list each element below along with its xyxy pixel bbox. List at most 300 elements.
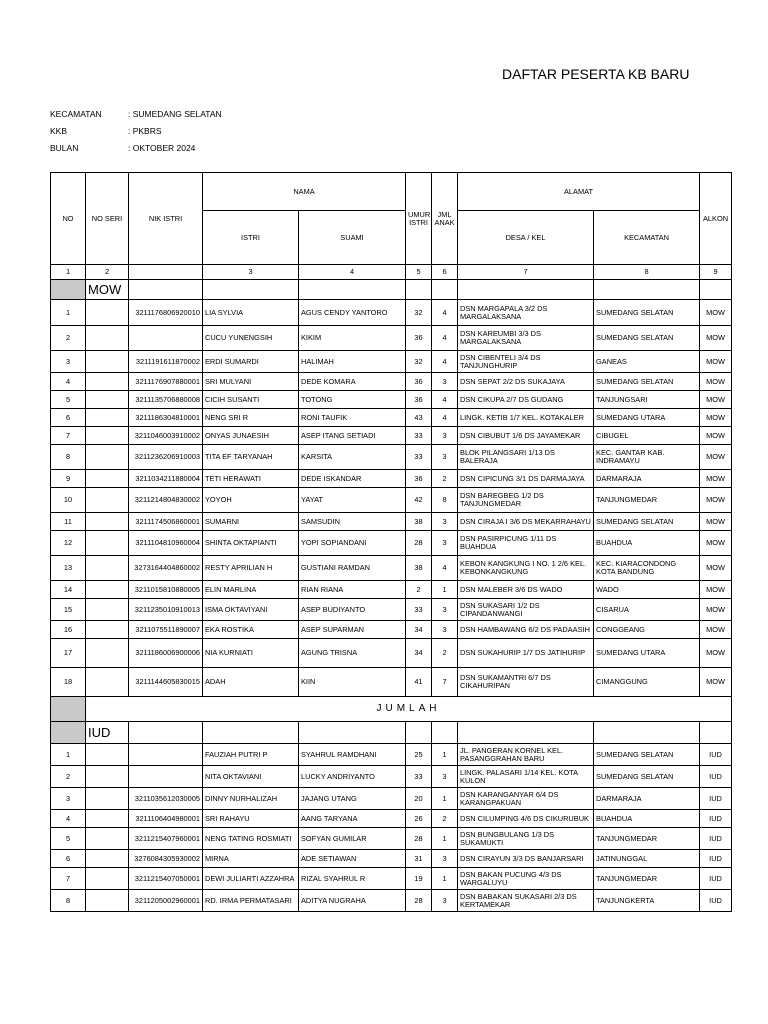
table-row xyxy=(51,788,732,810)
row-nama-suami: AGUS CENDY YANTORO xyxy=(299,300,406,326)
row-kecamatan: SUMEDANG UTARA xyxy=(594,639,700,668)
row-umur-istri: 34 xyxy=(406,639,432,668)
row-umur-istri: 41 xyxy=(406,668,432,697)
row-umur-istri: 33 xyxy=(406,766,432,788)
row-nama-suami: ADITYA NUGRAHA xyxy=(299,890,406,912)
row-nik-istri: 3211135706880008 xyxy=(129,391,203,409)
table-row xyxy=(51,373,732,391)
row-kecamatan: WADO xyxy=(594,581,700,599)
row-umur-istri: 2 xyxy=(406,581,432,599)
row-jml-anak: 3 xyxy=(432,621,458,639)
mow-section-label: MOW xyxy=(86,280,129,300)
row-no: 13 xyxy=(51,556,86,581)
row-nama-istri: CUCU YUNENGSIH xyxy=(203,326,299,351)
row-no-seri xyxy=(86,668,129,697)
row-umur-istri: 33 xyxy=(406,445,432,470)
row-umur-istri: 28 xyxy=(406,890,432,912)
row-desa: DSN SEPAT 2/2 DS SUKAJAYA xyxy=(458,373,594,391)
row-no: 2 xyxy=(51,326,86,351)
row-kecamatan: DARMARAJA xyxy=(594,470,700,488)
row-kecamatan: SUMEDANG SELATAN xyxy=(594,766,700,788)
row-kecamatan: GANEAS xyxy=(594,351,700,373)
row-no: 1 xyxy=(51,300,86,326)
row-kecamatan: CISARUA xyxy=(594,599,700,621)
row-nik-istri: 3211235010910013 xyxy=(129,599,203,621)
row-jml-anak: 4 xyxy=(432,556,458,581)
empty-cell xyxy=(458,722,594,744)
row-nama-suami: LUCKY ANDRIYANTO xyxy=(299,766,406,788)
row-kecamatan: TANJUNGMEDAR xyxy=(594,488,700,513)
row-no-seri xyxy=(86,513,129,531)
row-jml-anak: 3 xyxy=(432,373,458,391)
empty-cell xyxy=(129,280,203,300)
row-desa: DSN CIRAYUN 3/3 DS BANJARSARI xyxy=(458,850,594,868)
row-no-seri xyxy=(86,391,129,409)
row-nama-suami: KIKIM xyxy=(299,326,406,351)
row-jml-anak: 3 xyxy=(432,850,458,868)
row-nama-suami: SOFYAN GUMILAR xyxy=(299,828,406,850)
row-nama-suami: ASEP BUDIYANTO xyxy=(299,599,406,621)
row-no-seri xyxy=(86,810,129,828)
row-no: 5 xyxy=(51,828,86,850)
table-row xyxy=(51,810,732,828)
row-umur-istri: 42 xyxy=(406,488,432,513)
row-alkon: MOW xyxy=(700,445,732,470)
row-jml-anak: 1 xyxy=(432,828,458,850)
row-nama-suami: DEDE KOMARA xyxy=(299,373,406,391)
col-number: 4 xyxy=(299,265,406,280)
empty-cell xyxy=(299,280,406,300)
row-no-seri xyxy=(86,621,129,639)
row-desa: DSN MARGAPALA 3/2 DS MARGALAKSANA xyxy=(458,300,594,326)
row-nama-istri: NITA OKTAVIANI xyxy=(203,766,299,788)
row-desa: DSN SUKAHURIP 1/7 DS JATIHURIP xyxy=(458,639,594,668)
row-jml-anak: 4 xyxy=(432,300,458,326)
row-alkon: MOW xyxy=(700,513,732,531)
row-desa: LINGK. KETIB 1/7 KEL. KOTAKALER xyxy=(458,409,594,427)
column-number-row xyxy=(51,265,732,280)
row-desa: DSN CIRAJA I 3/6 DS MEKARRAHAYU xyxy=(458,513,594,531)
col-number: 3 xyxy=(203,265,299,280)
row-alkon: MOW xyxy=(700,556,732,581)
header-suami: SUAMI xyxy=(299,211,406,265)
row-jml-anak: 3 xyxy=(432,427,458,445)
row-desa: BLOK PILANGSARI 1/13 DS BALERAJA xyxy=(458,445,594,470)
row-nama-suami: ASEP ITANG SETIADI xyxy=(299,427,406,445)
row-no-seri xyxy=(86,868,129,890)
row-nik-istri: 3211205002960001 xyxy=(129,890,203,912)
row-alkon: MOW xyxy=(700,427,732,445)
col-number: 7 xyxy=(458,265,594,280)
row-no-seri xyxy=(86,639,129,668)
row-kecamatan: CIBUGEL xyxy=(594,427,700,445)
row-nik-istri: 3211176907880001 xyxy=(129,373,203,391)
col-number: 1 xyxy=(51,265,86,280)
table-row xyxy=(51,890,732,912)
table-row xyxy=(51,828,732,850)
row-alkon: IUD xyxy=(700,810,732,828)
empty-cell xyxy=(700,722,732,744)
row-nama-istri: MIRNA xyxy=(203,850,299,868)
row-umur-istri: 36 xyxy=(406,470,432,488)
row-kecamatan: TANJUNGKERTA xyxy=(594,890,700,912)
header-desa: DESA / KEL xyxy=(458,211,594,265)
row-alkon: MOW xyxy=(700,351,732,373)
col-number xyxy=(129,265,203,280)
row-desa: LINGK. PALASARI 1/14 KEL. KOTA KULON xyxy=(458,766,594,788)
row-nama-istri: SHINTA OKTAPIANTI xyxy=(203,531,299,556)
row-no-seri xyxy=(86,326,129,351)
row-kecamatan: CIMANGGUNG xyxy=(594,668,700,697)
header-alamat: ALAMAT xyxy=(458,173,700,211)
meta-label: BULAN xyxy=(50,143,79,153)
row-desa: DSN BAKAN PUCUNG 4/3 DS WARGALUYU xyxy=(458,868,594,890)
row-kecamatan: CONGGEANG xyxy=(594,621,700,639)
row-desa: DSN SUKASARI 1/2 DS CIPANDANWANGI xyxy=(458,599,594,621)
row-kecamatan: SUMEDANG SELATAN xyxy=(594,373,700,391)
empty-cell xyxy=(432,280,458,300)
mow-section-row xyxy=(51,280,732,300)
row-nama-istri: RESTY APRILIAN H xyxy=(203,556,299,581)
row-desa: DSN CIBENTELI 3/4 DS TANJUNGHURIP xyxy=(458,351,594,373)
row-kecamatan: SUMEDANG SELATAN xyxy=(594,326,700,351)
row-umur-istri: 32 xyxy=(406,351,432,373)
row-umur-istri: 33 xyxy=(406,427,432,445)
row-alkon: IUD xyxy=(700,890,732,912)
row-jml-anak: 2 xyxy=(432,470,458,488)
row-no: 6 xyxy=(51,409,86,427)
row-nama-suami: KARSITA xyxy=(299,445,406,470)
col-number: 9 xyxy=(700,265,732,280)
meta-value: : OKTOBER 2024 xyxy=(128,143,196,153)
meta-label: KKB xyxy=(50,126,68,136)
row-nik-istri xyxy=(129,766,203,788)
row-alkon: MOW xyxy=(700,581,732,599)
row-nik-istri xyxy=(129,326,203,351)
row-nama-suami: HALIMAH xyxy=(299,351,406,373)
section-marker xyxy=(51,722,86,744)
table-row xyxy=(51,470,732,488)
row-no: 10 xyxy=(51,488,86,513)
row-nama-istri: TITA EF TARYANAH xyxy=(203,445,299,470)
row-no-seri xyxy=(86,788,129,810)
empty-cell xyxy=(458,280,594,300)
header-kecamatan: KECAMATAN xyxy=(594,211,700,265)
row-alkon: MOW xyxy=(700,488,732,513)
row-jml-anak: 1 xyxy=(432,868,458,890)
row-desa: DSN MALEBER 3/6 DS WADO xyxy=(458,581,594,599)
row-jml-anak: 3 xyxy=(432,445,458,470)
row-no-seri xyxy=(86,351,129,373)
table-row xyxy=(51,599,732,621)
row-jml-anak: 2 xyxy=(432,810,458,828)
row-alkon: MOW xyxy=(700,326,732,351)
table-row xyxy=(51,513,732,531)
row-no-seri xyxy=(86,599,129,621)
row-umur-istri: 32 xyxy=(406,300,432,326)
empty-cell xyxy=(203,722,299,744)
row-no: 4 xyxy=(51,373,86,391)
row-nama-suami: YAYAT xyxy=(299,488,406,513)
row-desa: DSN CIKUPA 2/7 DS GUDANG xyxy=(458,391,594,409)
row-no: 2 xyxy=(51,766,86,788)
row-nik-istri: 3211035612030005 xyxy=(129,788,203,810)
row-nama-suami: GUSTIANI RAMDAN xyxy=(299,556,406,581)
row-kecamatan: SUMEDANG SELATAN xyxy=(594,513,700,531)
header-nama: NAMA xyxy=(203,173,406,211)
row-nama-suami: RONI TAUFIK xyxy=(299,409,406,427)
row-alkon: MOW xyxy=(700,373,732,391)
row-nik-istri: 3211015810880005 xyxy=(129,581,203,599)
row-nik-istri: 3211034211880004 xyxy=(129,470,203,488)
header-nik-istri: NIK ISTRI xyxy=(129,173,203,265)
row-no: 7 xyxy=(51,868,86,890)
header-istri: ISTRI xyxy=(203,211,299,265)
iud-section-row xyxy=(51,722,732,744)
row-desa: DSN CIPICUNG 3/1 DS DARMAJAYA xyxy=(458,470,594,488)
row-desa: DSN SUKAMANTRI 6/7 DS CIKAHURIPAN xyxy=(458,668,594,697)
row-nama-istri: DINNY NURHALIZAH xyxy=(203,788,299,810)
row-umur-istri: 28 xyxy=(406,828,432,850)
row-umur-istri: 34 xyxy=(406,621,432,639)
participant-table xyxy=(50,172,732,912)
row-jml-anak: 7 xyxy=(432,668,458,697)
empty-cell xyxy=(406,280,432,300)
row-no: 3 xyxy=(51,788,86,810)
row-nama-istri: DEWI JULIARTI AZZAHRA xyxy=(203,868,299,890)
row-no: 4 xyxy=(51,810,86,828)
header-jml-anak: JML ANAK xyxy=(432,173,458,265)
row-nama-istri: CICIH SUSANTI xyxy=(203,391,299,409)
row-no-seri xyxy=(86,488,129,513)
row-nik-istri: 3211215407050001 xyxy=(129,868,203,890)
row-umur-istri: 43 xyxy=(406,409,432,427)
row-kecamatan: DARMARAJA xyxy=(594,788,700,810)
row-nama-suami: AGUNG TRISNA xyxy=(299,639,406,668)
row-jml-anak: 1 xyxy=(432,788,458,810)
row-nama-suami: DEDE ISKANDAR xyxy=(299,470,406,488)
header-alkon: ALKON xyxy=(700,173,732,265)
row-jml-anak: 4 xyxy=(432,391,458,409)
row-alkon: IUD xyxy=(700,850,732,868)
row-desa: DSN PASIRPICUNG 1/11 DS BUAHDUA xyxy=(458,531,594,556)
row-nik-istri: 3211214804830002 xyxy=(129,488,203,513)
row-umur-istri: 38 xyxy=(406,513,432,531)
row-desa: DSN BAREGBEG 1/2 DS TANJUNGMEDAR xyxy=(458,488,594,513)
row-no: 5 xyxy=(51,391,86,409)
meta-label: KECAMATAN xyxy=(50,109,102,119)
row-no: 9 xyxy=(51,470,86,488)
row-nik-istri: 3211075511890007 xyxy=(129,621,203,639)
row-kecamatan: TANJUNGSARI xyxy=(594,391,700,409)
row-no-seri xyxy=(86,373,129,391)
row-umur-istri: 31 xyxy=(406,850,432,868)
row-nik-istri: 3276084305930002 xyxy=(129,850,203,868)
row-jml-anak: 3 xyxy=(432,513,458,531)
row-nama-istri: LIA SYLVIA xyxy=(203,300,299,326)
row-desa: DSN BABAKAN SUKASARI 2/3 DS KERTAMEKAR xyxy=(458,890,594,912)
row-jml-anak: 1 xyxy=(432,744,458,766)
row-nik-istri: 3211106404980001 xyxy=(129,810,203,828)
table-row xyxy=(51,581,732,599)
table-row xyxy=(51,668,732,697)
row-no-seri xyxy=(86,828,129,850)
table-row xyxy=(51,868,732,890)
row-jml-anak: 3 xyxy=(432,599,458,621)
row-no: 17 xyxy=(51,639,86,668)
row-nama-suami: JAJANG UTANG xyxy=(299,788,406,810)
row-umur-istri: 36 xyxy=(406,391,432,409)
row-no: 6 xyxy=(51,850,86,868)
section-marker xyxy=(51,280,86,300)
row-nama-istri: NENG SRI R xyxy=(203,409,299,427)
table-row xyxy=(51,556,732,581)
header-no: NO xyxy=(51,173,86,265)
row-alkon: IUD xyxy=(700,788,732,810)
jumlah-row xyxy=(51,697,732,722)
empty-cell xyxy=(406,722,432,744)
row-alkon: MOW xyxy=(700,391,732,409)
row-alkon: MOW xyxy=(700,470,732,488)
row-no-seri xyxy=(86,890,129,912)
row-kecamatan: BUAHDUA xyxy=(594,531,700,556)
table-row xyxy=(51,639,732,668)
row-umur-istri: 36 xyxy=(406,326,432,351)
table-row xyxy=(51,531,732,556)
header-no-seri: NO SERI xyxy=(86,173,129,265)
row-kecamatan: TANJUNGMEDAR xyxy=(594,828,700,850)
table-row xyxy=(51,744,732,766)
row-jml-anak: 2 xyxy=(432,639,458,668)
row-kecamatan: JATINUNGGAL xyxy=(594,850,700,868)
row-nik-istri: 3211144605830015 xyxy=(129,668,203,697)
row-no-seri xyxy=(86,744,129,766)
row-alkon: MOW xyxy=(700,621,732,639)
row-desa: DSN KAREUMBI 3/3 DS MARGALAKSANA xyxy=(458,326,594,351)
col-number: 8 xyxy=(594,265,700,280)
table-row xyxy=(51,409,732,427)
table-row xyxy=(51,766,732,788)
row-nama-istri: SRI RAHAYU xyxy=(203,810,299,828)
row-desa: DSN CIBUBUT 1/6 DS JAYAMEKAR xyxy=(458,427,594,445)
row-kecamatan: TANJUNGMEDAR xyxy=(594,868,700,890)
row-nik-istri: 3273164404860002 xyxy=(129,556,203,581)
row-nama-suami: ASEP SUPARMAN xyxy=(299,621,406,639)
col-number: 5 xyxy=(406,265,432,280)
table-row xyxy=(51,351,732,373)
row-no: 18 xyxy=(51,668,86,697)
row-alkon: MOW xyxy=(700,639,732,668)
row-umur-istri: 26 xyxy=(406,810,432,828)
empty-cell xyxy=(700,280,732,300)
row-nama-suami: SYAHRUL RAMDHANI xyxy=(299,744,406,766)
row-kecamatan: KEC. GANTAR KAB. INDRAMAYU xyxy=(594,445,700,470)
row-jml-anak: 3 xyxy=(432,890,458,912)
empty-cell xyxy=(432,722,458,744)
table-row xyxy=(51,300,732,326)
row-umur-istri: 33 xyxy=(406,599,432,621)
row-jml-anak: 4 xyxy=(432,326,458,351)
row-nik-istri: 3211215407960001 xyxy=(129,828,203,850)
row-jml-anak: 8 xyxy=(432,488,458,513)
row-nama-suami: AANG TARYANA xyxy=(299,810,406,828)
row-kecamatan: SUMEDANG UTARA xyxy=(594,409,700,427)
row-nama-istri: ERDI SUMARDI xyxy=(203,351,299,373)
row-nama-istri: ADAH xyxy=(203,668,299,697)
row-alkon: MOW xyxy=(700,668,732,697)
row-nama-istri: EKA ROSTIKA xyxy=(203,621,299,639)
row-nama-suami: YOPI SOPIANDANI xyxy=(299,531,406,556)
row-no: 1 xyxy=(51,744,86,766)
row-nama-suami: TOTONG xyxy=(299,391,406,409)
row-nama-istri: ELIN MARLINA xyxy=(203,581,299,599)
empty-cell xyxy=(129,722,203,744)
table-row xyxy=(51,488,732,513)
section-marker xyxy=(51,697,86,722)
row-nik-istri: 3211236206910003 xyxy=(129,445,203,470)
empty-cell xyxy=(299,722,406,744)
row-desa: KEBON KANGKUNG I NO. 1 2/6 KEL. KEBONKANGKUNG xyxy=(458,556,594,581)
row-nama-istri: YOYOH xyxy=(203,488,299,513)
row-no-seri xyxy=(86,766,129,788)
row-nik-istri: 3211104810960004 xyxy=(129,531,203,556)
row-nama-suami: ADE SETIAWAN xyxy=(299,850,406,868)
row-jml-anak: 3 xyxy=(432,766,458,788)
header-umur-istri: UMUR ISTRI xyxy=(406,173,432,265)
row-umur-istri: 28 xyxy=(406,531,432,556)
header-row-1 xyxy=(51,173,732,211)
row-desa: DSN KARANGANYAR 6/4 DS KARANGPAKUAN xyxy=(458,788,594,810)
row-alkon: IUD xyxy=(700,868,732,890)
row-no: 16 xyxy=(51,621,86,639)
row-nik-istri: 3211186006900006 xyxy=(129,639,203,668)
row-no: 8 xyxy=(51,445,86,470)
row-no: 7 xyxy=(51,427,86,445)
row-nama-istri: NENG TATING ROSMIATI xyxy=(203,828,299,850)
row-alkon: MOW xyxy=(700,599,732,621)
jumlah-label: JUMLAH xyxy=(86,697,732,722)
row-umur-istri: 20 xyxy=(406,788,432,810)
row-umur-istri: 25 xyxy=(406,744,432,766)
row-no-seri xyxy=(86,300,129,326)
row-kecamatan: KEC. KIARACONDONG KOTA BANDUNG xyxy=(594,556,700,581)
row-jml-anak: 1 xyxy=(432,581,458,599)
row-no-seri xyxy=(86,427,129,445)
row-nama-istri: TETI HERAWATI xyxy=(203,470,299,488)
row-no-seri xyxy=(86,445,129,470)
row-nama-istri: RD. IRMA PERMATASARI xyxy=(203,890,299,912)
table-row xyxy=(51,427,732,445)
row-nik-istri xyxy=(129,744,203,766)
iud-section-label: IUD xyxy=(86,722,129,744)
table-row xyxy=(51,621,732,639)
row-no: 14 xyxy=(51,581,86,599)
meta-value: : SUMEDANG SELATAN xyxy=(128,109,222,119)
row-no-seri xyxy=(86,556,129,581)
page-title: DAFTAR PESERTA KB BARU xyxy=(502,66,690,82)
row-alkon: IUD xyxy=(700,828,732,850)
row-desa: JL. PANGERAN KORNEL KEL. PASANGGRAHAN BARU xyxy=(458,744,594,766)
table-row xyxy=(51,850,732,868)
row-no: 8 xyxy=(51,890,86,912)
row-kecamatan: SUMEDANG SELATAN xyxy=(594,744,700,766)
row-nama-istri: FAUZIAH PUTRI P xyxy=(203,744,299,766)
row-nama-suami: SAMSUDIN xyxy=(299,513,406,531)
row-no-seri xyxy=(86,409,129,427)
row-umur-istri: 36 xyxy=(406,373,432,391)
row-jml-anak: 4 xyxy=(432,351,458,373)
row-nik-istri: 3211176806920010 xyxy=(129,300,203,326)
